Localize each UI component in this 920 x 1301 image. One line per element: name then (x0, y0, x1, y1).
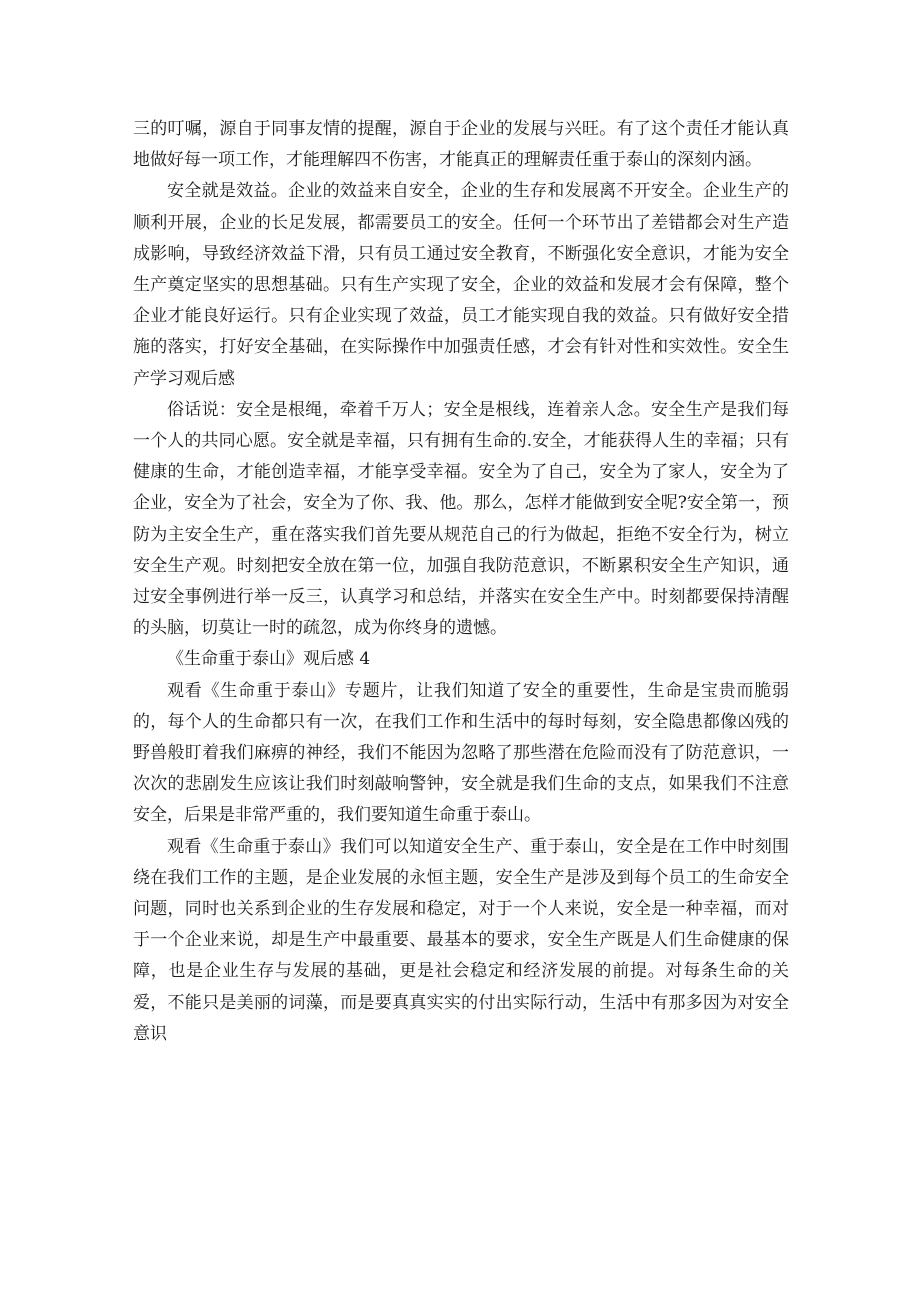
paragraph-continuation: 三的叮嘱，源自于同事友情的提醒，源自于企业的发展与兴旺。有了这个责任才能认真地做好每一项工作，才能理解四不伤害，才能真正的理解责任重于泰山的深刻内涵。 (133, 119, 789, 171)
paragraph-watching-film: 观看《生命重于泰山》专题片，让我们知道了安全的重要性，生命是宝贵而脆弱的，每个人的生命都只有一次，在我们工作和生活中的每时每刻，安全隐患都像凶残的野兽般盯着我们麻痹的神经，我们不能因为忽略了那些潜在危险而没有了防范意识，一次次的悲剧发生应该让我们时刻敲响警钟，安全就是我们生命的支点，如果我们不注意安全，后果是非常严重的，我们要知道生命重于泰山。 (133, 680, 789, 826)
section-heading: 《生命重于泰山》观后感 4 (167, 649, 371, 670)
paragraph-safety-production: 观看《生命重于泰山》我们可以知道安全生产、重于泰山，安全是在工作中时刻围绕在我们工作的主题，是企业发展的永恒主题，安全生产是涉及到每个员工的生命安全问题，同时也关系到企业的生存发展和稳定，对于一个人来说，安全是一种幸福，而对于一个企业来说，却是生产中最重要、最基本的要求，安全生产既是人们生命健康的保障，也是企业生存与发展的基础，更是社会稳定和经济发展的前提。对每条生命的关爱，不能只是美丽的词藻，而是要真真实实的付出实际行动，生活中有那多因为对安全意识 (133, 836, 789, 1044)
paragraph-proverb: 俗话说：安全是根绳，牵着千万人；安全是根线，连着亲人念。安全生产是我们每一个人的共同心愿。安全就是幸福，只有拥有生命的.安全，才能获得人生的幸福；只有健康的生命，才能创造幸福，才能享受幸福。安全为了自己，安全为了家人，安全为了企业，安全为了社会，安全为了你、我、他。那么，怎样才能做到安全呢?安全第一，预防为主安全生产，重在落实我们首先要从规范自己的行为做起，拒绝不安全行为，树立安全生产观。时刻把安全放在第一位，加强自我防范意识，不断累积安全生产知识，通过安全事例进行举一反三，认真学习和总结，并落实在安全生产中。时刻都要保持清醒的头脑，切莫让一时的疏忽，成为你终身的遗憾。 (133, 399, 789, 639)
paragraph-safety-is-benefit: 安全就是效益。企业的效益来自安全，企业的生存和发展离不开安全。企业生产的顺利开展，企业的长足发展，都需要员工的安全。任何一个环节出了差错都会对生产造成影响，导致经济效益下滑，只有员工通过安全教育，不断强化安全意识，才能为安全生产奠定坚实的思想基础。只有生产实现了安全，企业的效益和发展才会有保障，整个企业才能良好运行。只有企业实现了效益，员工才能实现自我的效益。只有做好安全措施的落实，打好安全基础，在实际操作中加强责任感，才会有针对性和实效性。安全生产学习观后感 (133, 181, 789, 389)
document-body (133, 114, 789, 1050)
